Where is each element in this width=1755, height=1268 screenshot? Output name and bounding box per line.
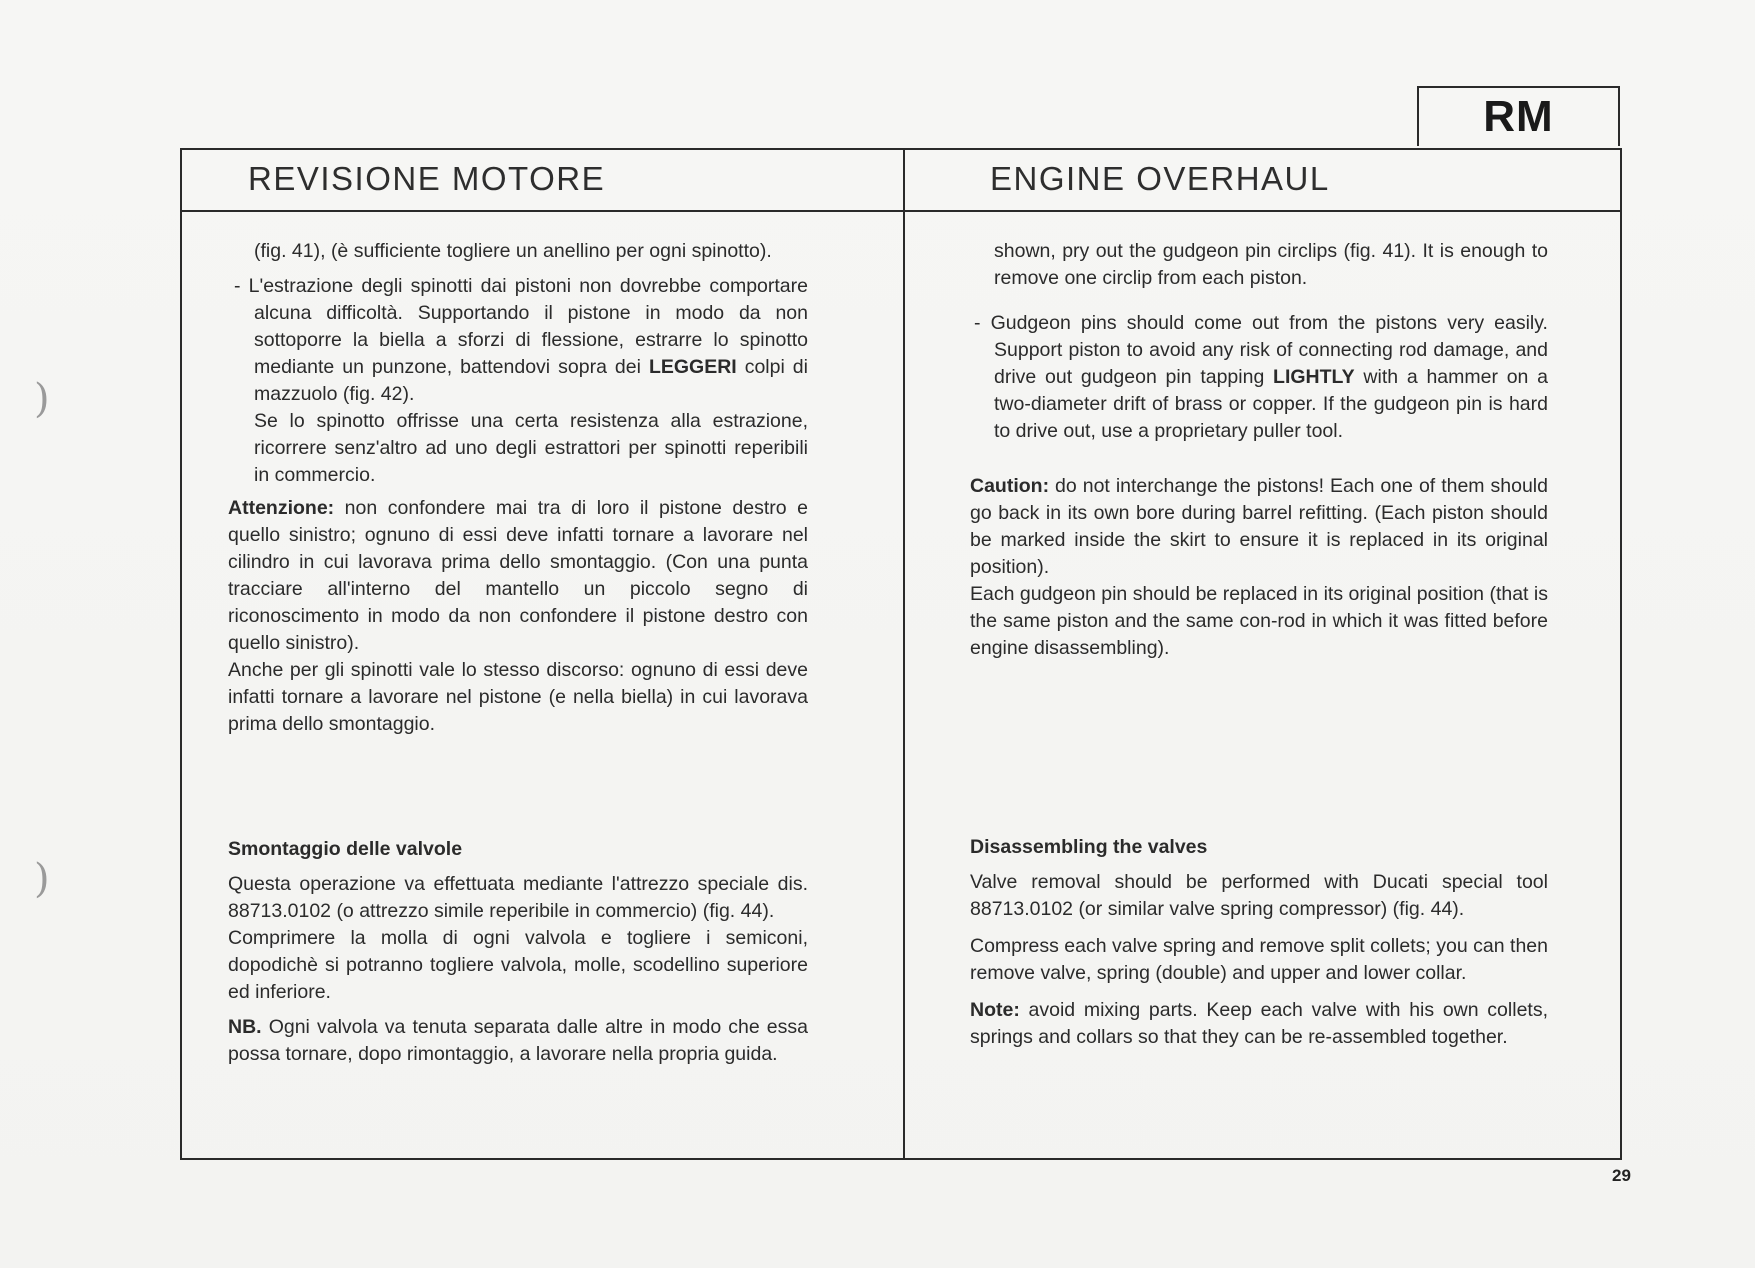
content-frame bbox=[180, 148, 1622, 1160]
left-paragraph: (fig. 41), (è sufficiente togliere un anellino per ogni spinotto). bbox=[254, 240, 772, 262]
left-bullet-text: L'estrazione degli spinotti dai pistoni non dovrebbe comportare alcuna difficoltà. Supportando il pistone in modo da non sottoporre la biella a sforzi di flessione, estrarre lo spinotto mediante un punzone, battendovi sopra dei bbox=[248, 275, 808, 378]
right-header: ENGINE OVERHAUL bbox=[990, 160, 1330, 197]
left-paragraph: Se lo spinotto offrisse una certa resistenza alla estrazione, ricorrere senz'altro ad uno degli estrattori per spinotti reperibili in commercio. bbox=[254, 410, 808, 486]
right-bullet-text-end: with a hammer on a two-diameter drift of brass or copper. If the gudgeon pin is hard to drive out, use a proprietary puller tool. bbox=[994, 366, 1548, 442]
right-bullet-paragraph: - Gudgeon pins should come out from the pistons very easily. Support piston to avoid any risk of connecting rod damage, and drive out gudgeon pin tapping LIGHTLY with a hammer on a two-diameter drift of brass or copper. If the gudgeon pin is hard to drive out, use a proprietary puller tool. bbox=[974, 312, 1548, 442]
left-nb-paragraph bbox=[228, 1014, 808, 1068]
left-bullet-text-end: colpi di mazzuolo (fig. 42). bbox=[254, 356, 808, 405]
right-caution-paragraph bbox=[970, 473, 1548, 581]
left-emphasis: LEGGERI bbox=[648, 356, 737, 378]
page-number: 29 bbox=[1612, 1166, 1631, 1185]
left-paragraph: Anche per gli spinotti vale lo stesso discorso: ognuno di essi deve infatti tornare a lavorare nel pistone (e nella biella) in cui lavorava prima dello smontaggio. bbox=[228, 659, 808, 735]
nb-label: NB. bbox=[228, 1016, 262, 1038]
note-label: Note: bbox=[970, 999, 1020, 1021]
right-valves-section bbox=[970, 834, 1548, 1051]
attention-text: non confondere mai tra di loro il pistone destro e quello sinistro; ognuno di essi deve infatti tornare a lavorare nel cilindro in cui lavorava prima dello smontaggio. (Con una punta tracciare all'interno del mantello un piccolo segno di riconoscimento in modo da non confondere il pistone destro con quello sinistro). bbox=[228, 497, 808, 654]
left-paragraph: Questa operazione va effettuata mediante l'attrezzo speciale dis. 88713.0102 (o attrezzo simile reperibile in commercio) (fig. 44). bbox=[228, 873, 808, 922]
left-attention-paragraph bbox=[228, 495, 808, 657]
header-rule bbox=[182, 210, 1620, 212]
caution-text: do not interchange the pistons! Each one of them should go back in its own bore during barrel refitting. (Each piston should be marked inside the skirt to ensure it is replaced in its original position). bbox=[970, 475, 1548, 578]
left-header: REVISIONE MOTORE bbox=[248, 160, 606, 197]
nb-text: Ogni valvola va tenuta separata dalle altre in modo che essa possa tornare, dopo rimontaggio, a lavorare nella propria guida. bbox=[228, 1016, 808, 1065]
attention-label: Attenzione: bbox=[228, 497, 335, 519]
right-emphasis: LIGHTLY bbox=[1273, 366, 1355, 388]
left-valves-section bbox=[228, 836, 808, 1068]
right-paragraph: Valve removal should be performed with Ducati special tool 88713.0102 (or similar valve spring compressor) (fig. 44). bbox=[970, 871, 1548, 920]
right-paragraph: Compress each valve spring and remove split collets; you can then remove valve, spring (double) and upper and lower collar. bbox=[970, 935, 1548, 984]
note-text: avoid mixing parts. Keep each valve with his own collets, springs and collars so that they can be re-assembled together. bbox=[970, 999, 1548, 1048]
section-badge-label: RM bbox=[1483, 92, 1554, 141]
right-paragraph: Each gudgeon pin should be replaced in its original position (that is the same piston and the same con-rod in which it was fitted before engine disassembling). bbox=[970, 583, 1548, 659]
left-bullet-paragraph: - L'estrazione degli spinotti dai pistoni non dovrebbe comportare alcuna difficoltà. Supportando il pistone in modo da non sottoporre la biella a sforzi di flessione, estrarre lo spinotto mediante un punzone, battendovi sopra dei LEGGERI colpi di mazzuolo (fig. 42). bbox=[234, 275, 808, 405]
punch-hole-mark-top: ) bbox=[34, 376, 50, 422]
right-bullet-text: Gudgeon pins should come out from the pistons very easily. Support piston to avoid any risk of connecting rod damage, and drive out gudgeon pin tapping bbox=[990, 312, 1548, 388]
right-note-paragraph bbox=[970, 997, 1548, 1051]
caution-label: Caution: bbox=[970, 475, 1050, 497]
right-subheading: Disassembling the valves bbox=[970, 836, 1208, 858]
column-divider bbox=[903, 150, 905, 1158]
section-badge bbox=[1417, 86, 1620, 146]
punch-hole-mark-bottom: ) bbox=[34, 856, 50, 902]
right-paragraph: shown, pry out the gudgeon pin circlips (fig. 41). It is enough to remove one circlip from each piston. bbox=[994, 240, 1548, 289]
left-column bbox=[228, 238, 808, 738]
left-paragraph: Comprimere la molla di ogni valvola e togliere i semiconi, dopodichè si potranno togliere valvola, molle, scodellino superiore ed inferiore. bbox=[228, 927, 808, 1003]
right-column bbox=[970, 238, 1548, 662]
left-subheading: Smontaggio delle valvole bbox=[228, 838, 463, 860]
